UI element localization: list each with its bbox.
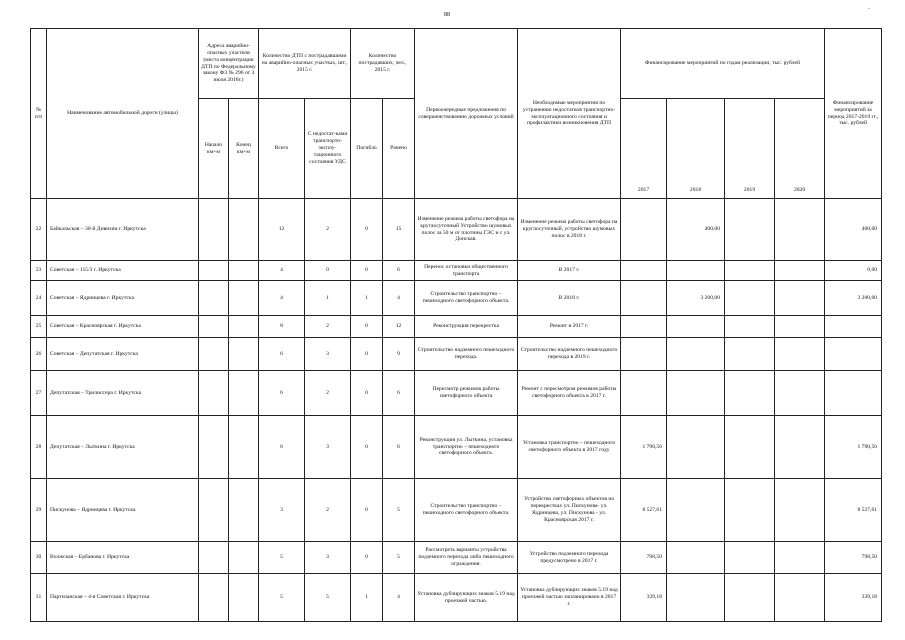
priority-proposal: Реконструкция перекрестка	[415, 316, 518, 338]
start-km	[199, 316, 229, 338]
required-measures: Устройство подземного перехода предусмотрено в 2017 г.	[518, 542, 621, 574]
fin-2019	[725, 542, 775, 574]
header-with-defects: С недостат-ками транспорто-эксплу-тационного состояния УДС	[305, 99, 351, 199]
fin-2018: 400,00	[667, 199, 725, 261]
header-address: Адреса аварийно-опасных участков (места концентрации ДТП по Федеральному закону ФЗ № 296 от 3 июля 2016г.)	[199, 29, 259, 99]
priority-proposal: Строительство надземного пешеходного перехода.	[415, 338, 518, 371]
fin-2020	[775, 371, 825, 416]
header-end: Конец км+м	[229, 99, 259, 199]
injured: 5	[383, 479, 415, 542]
required-measures: Ремонт с пересмотром режимов работы светофорного объекта в 2017 г.	[518, 371, 621, 416]
dtp-total: 5	[259, 542, 305, 574]
fin-2020	[775, 574, 825, 622]
required-measures: В 2017 г.	[518, 261, 621, 281]
required-measures: Изменение режима работы светофора на круглосуточный, устройство шумовых полос в 2018 г.	[518, 199, 621, 261]
fin-2018	[667, 416, 725, 479]
fin-2020	[775, 261, 825, 281]
row-num: 26	[31, 338, 47, 371]
fin-2019	[725, 574, 775, 622]
fin-2017: 1 790,56	[621, 416, 667, 479]
dtp-total: 3	[259, 479, 305, 542]
row-num: 24	[31, 281, 47, 316]
injured: 6	[383, 416, 415, 479]
road-name: Партизанская – 4-я Советская г. Иркутска	[47, 574, 199, 622]
fin-2020	[775, 199, 825, 261]
header-road-name: Наименование автомобильной дороги (улицы)	[47, 29, 199, 199]
header-year-2019: 2019	[725, 99, 775, 199]
fin-2019	[725, 199, 775, 261]
end-km	[229, 416, 259, 479]
priority-proposal: Перенос остановки общественного транспорта	[415, 261, 518, 281]
dtp-total: 8	[259, 316, 305, 338]
fin-total	[825, 338, 882, 371]
road-name: Депутатская – Лыткина г. Иркутска	[47, 416, 199, 479]
header-dtp-count: Количество ДТП с пострадавшими на аварийно-опасных участках, шт., 2015 г.	[259, 29, 351, 99]
killed: 1	[351, 281, 383, 316]
end-km	[229, 316, 259, 338]
header-total: Всего	[259, 99, 305, 199]
dtp-with-defects: 2	[305, 316, 351, 338]
table-row	[31, 316, 882, 338]
table-row	[31, 542, 882, 574]
dtp-total: 4	[259, 281, 305, 316]
dtp-with-defects: 3	[305, 338, 351, 371]
fin-total	[825, 316, 882, 338]
dtp-total: 5	[259, 574, 305, 622]
row-num: 31	[31, 574, 47, 622]
start-km	[199, 371, 229, 416]
table-row	[31, 338, 882, 371]
fin-2017	[621, 281, 667, 316]
dtp-with-defects: 3	[305, 542, 351, 574]
end-km	[229, 199, 259, 261]
priority-proposal: Строительство транспортно – пешеходного светофорного объекта.	[415, 281, 518, 316]
table-row	[31, 371, 882, 416]
fin-2019	[725, 261, 775, 281]
fin-2019	[725, 338, 775, 371]
end-km	[229, 261, 259, 281]
killed: 0	[351, 416, 383, 479]
header-financing-by-year: Финансирование мероприятий по годам реализации, тыс. рублей	[621, 29, 825, 99]
header-injured: Ранено	[383, 99, 415, 199]
priority-proposal: Установка дублирующих знаков 5.19 над проезжей частью.	[415, 574, 518, 622]
fin-2017: 339,18	[621, 574, 667, 622]
table-row	[31, 281, 882, 316]
header-killed: Погибло	[351, 99, 383, 199]
fin-2020	[775, 316, 825, 338]
required-measures: Устройство светофорных объектов на перекрестках ул. Пискунова- ул. Ядринцева, ул. Пискунова - ул. Красноярская 2017 г.	[518, 479, 621, 542]
table-row	[31, 199, 882, 261]
priority-proposal: Изменение режима работы светофора на круглосуточный Устройство шумовых полос за 50 м от плотины ГЭС и с ул. Донская.	[415, 199, 518, 261]
fin-2018	[667, 574, 725, 622]
fin-total	[825, 371, 882, 416]
fin-2018	[667, 371, 725, 416]
priority-proposal: Рассмотреть варианты устройства подземного перехода либо пешеходного ограждения.	[415, 542, 518, 574]
row-num: 28	[31, 416, 47, 479]
page-number: 88	[444, 12, 450, 18]
road-name: Советская – Красноярская г. Иркутска	[47, 316, 199, 338]
dtp-total: 6	[259, 338, 305, 371]
header-year-2017: 2017	[621, 99, 667, 199]
required-measures: Установка дублирующих знаков 5.19 над проезжей частью запланировано в 2017 г.	[518, 574, 621, 622]
fin-total: 798,50	[825, 542, 882, 574]
injured: 4	[383, 281, 415, 316]
required-measures: Строительство надземного пешеходного перехода в 2019 г.	[518, 338, 621, 371]
table-row	[31, 479, 882, 542]
killed: 1	[351, 574, 383, 622]
start-km	[199, 574, 229, 622]
road-name: Пискунова – Ядринцева г. Иркутска	[47, 479, 199, 542]
required-measures: Установка транспортно – пешеходного светофорного объекта в 2017 году	[518, 416, 621, 479]
required-measures: Ремонт в 2017 г.	[518, 316, 621, 338]
header-priority-proposals: Первоочередные предложения по совершенствованию дорожных условий	[415, 29, 518, 199]
start-km	[199, 281, 229, 316]
fin-2019	[725, 316, 775, 338]
dtp-total: 12	[259, 199, 305, 261]
injured: 6	[383, 371, 415, 416]
header-victims-count: Количество пострадавших, чел., 2015 г.	[351, 29, 415, 99]
start-km	[199, 199, 229, 261]
killed: 0	[351, 371, 383, 416]
end-km	[229, 542, 259, 574]
end-km	[229, 574, 259, 622]
road-name: Советская – 115/3 г. Иркутска	[47, 261, 199, 281]
start-km	[199, 338, 229, 371]
fin-2017	[621, 371, 667, 416]
header-num: № п/п	[31, 29, 47, 199]
fin-total: 3 200,00	[825, 281, 882, 316]
fin-2018	[667, 316, 725, 338]
header-financing-total: Финансирование мероприятий за период 2017-2019 гг., тыс. рублей	[825, 29, 882, 199]
corner-mark: -	[868, 6, 870, 12]
injured: 4	[383, 574, 415, 622]
start-km	[199, 416, 229, 479]
start-km	[199, 261, 229, 281]
road-name: Депутатская – Трилиссера г. Иркутска	[47, 371, 199, 416]
dtp-measures-table	[30, 28, 882, 622]
table-row	[31, 261, 882, 281]
dtp-total: 6	[259, 371, 305, 416]
road-name: Советская – Ядринцева г. Иркутска	[47, 281, 199, 316]
required-measures: В 2018 г.	[518, 281, 621, 316]
fin-2018	[667, 261, 725, 281]
fin-2019	[725, 371, 775, 416]
fin-2017	[621, 338, 667, 371]
table-row	[31, 574, 882, 622]
row-num: 23	[31, 261, 47, 281]
fin-2019	[725, 479, 775, 542]
fin-2018	[667, 479, 725, 542]
row-num: 25	[31, 316, 47, 338]
fin-2017: 798,50	[621, 542, 667, 574]
fin-2018	[667, 338, 725, 371]
fin-2020	[775, 416, 825, 479]
killed: 0	[351, 338, 383, 371]
row-num: 22	[31, 199, 47, 261]
priority-proposal: Строительство транспортно – пешеходного светофорного объекта.	[415, 479, 518, 542]
end-km	[229, 338, 259, 371]
road-name: Советская – Депутатская г. Иркутска	[47, 338, 199, 371]
end-km	[229, 479, 259, 542]
end-km	[229, 281, 259, 316]
dtp-with-defects: 1	[305, 281, 351, 316]
header-year-2018: 2018	[667, 99, 725, 199]
fin-2017	[621, 199, 667, 261]
priority-proposal: Пересмотр режимов работы светофорного объекта	[415, 371, 518, 416]
header-required-measures: Необходимые мероприятия по устранению недостатков транспортно-эксплуатационного состояния и профилактики возникновения ДТП	[518, 29, 621, 199]
dtp-with-defects: 5	[305, 574, 351, 622]
dtp-with-defects: 0	[305, 261, 351, 281]
dtp-with-defects: 2	[305, 371, 351, 416]
fin-total: 8 527,61	[825, 479, 882, 542]
priority-proposal: Реконструкция ул. Лыткина, установка транспортно – пешеходного светофорного объекта.	[415, 416, 518, 479]
fin-total: 1 790,56	[825, 416, 882, 479]
header-start: Начало км+м	[199, 99, 229, 199]
row-num: 29	[31, 479, 47, 542]
dtp-with-defects: 2	[305, 199, 351, 261]
injured: 15	[383, 199, 415, 261]
fin-total: 339,18	[825, 574, 882, 622]
row-num: 30	[31, 542, 47, 574]
road-name: Байкальская – 30-й Дивизии г. Иркутска	[47, 199, 199, 261]
fin-2020	[775, 542, 825, 574]
fin-2020	[775, 479, 825, 542]
fin-2020	[775, 338, 825, 371]
fin-total: 400,00	[825, 199, 882, 261]
killed: 0	[351, 479, 383, 542]
fin-2017	[621, 261, 667, 281]
fin-2017: 8 527,61	[621, 479, 667, 542]
fin-2019	[725, 281, 775, 316]
injured: 5	[383, 542, 415, 574]
fin-total: 0,00	[825, 261, 882, 281]
road-name: Волжская – Ербанова г. Иркутска	[47, 542, 199, 574]
dtp-total: 4	[259, 261, 305, 281]
fin-2019	[725, 416, 775, 479]
killed: 0	[351, 542, 383, 574]
dtp-with-defects: 2	[305, 479, 351, 542]
end-km	[229, 371, 259, 416]
fin-2017	[621, 316, 667, 338]
dtp-with-defects: 3	[305, 416, 351, 479]
killed: 0	[351, 316, 383, 338]
killed: 0	[351, 261, 383, 281]
injured: 6	[383, 261, 415, 281]
dtp-total: 6	[259, 416, 305, 479]
fin-2018: 3 200,00	[667, 281, 725, 316]
fin-2020	[775, 281, 825, 316]
row-num: 27	[31, 371, 47, 416]
killed: 0	[351, 199, 383, 261]
header-year-2020: 2020	[775, 99, 825, 199]
start-km	[199, 542, 229, 574]
injured: 12	[383, 316, 415, 338]
table-row	[31, 416, 882, 479]
start-km	[199, 479, 229, 542]
injured: 9	[383, 338, 415, 371]
fin-2018	[667, 542, 725, 574]
